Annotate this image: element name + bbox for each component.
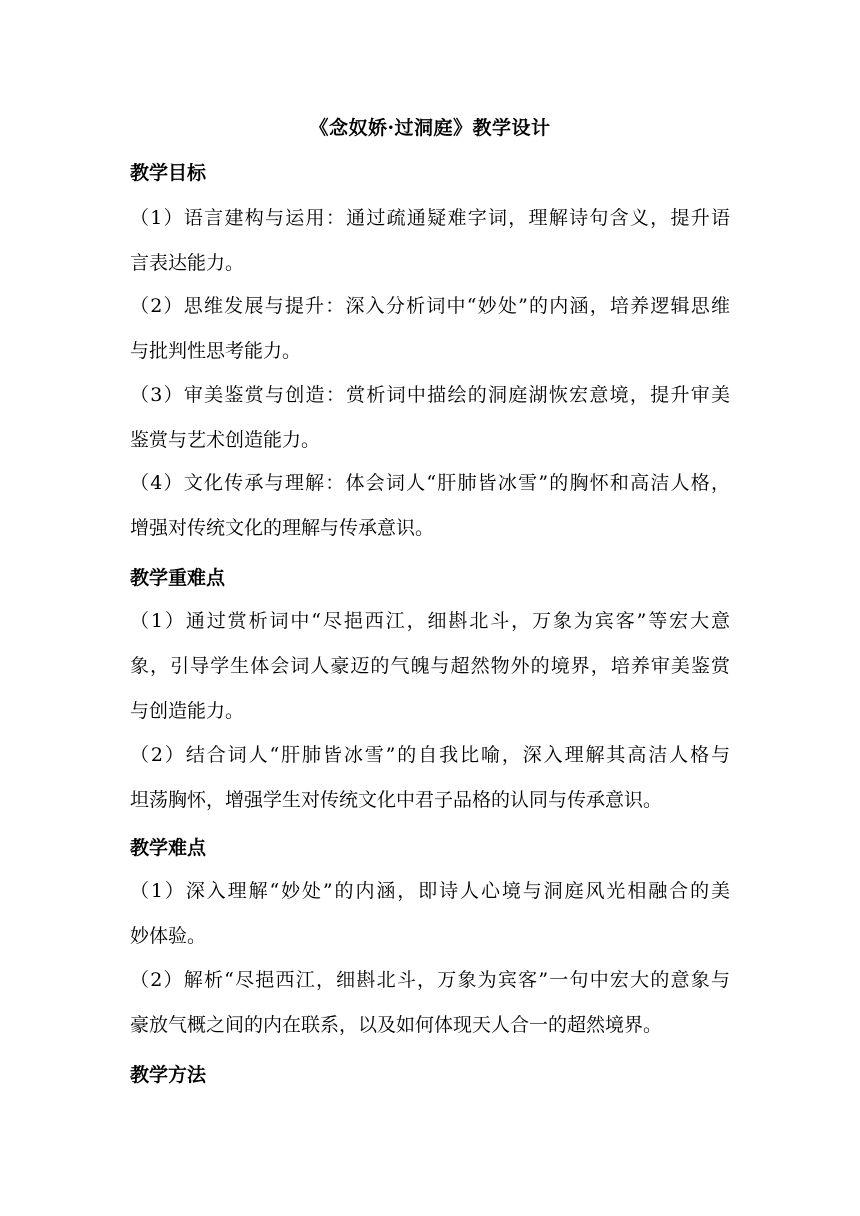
key-point-item-1 (130, 599, 730, 734)
document-title: 《念奴娇·过洞庭》教学设计 (309, 117, 551, 139)
key-point-item-2-line-2: 坦荡胸怀，增强学生对传统文化中君子品格的认同与传承意识。 (130, 789, 663, 811)
objective-item-3-line-2: 鉴赏与艺术创造能力。 (130, 429, 321, 451)
objective-item-4 (130, 461, 730, 551)
key-point-item-1-line-3: 与创造能力。 (130, 700, 245, 722)
objective-item-4-line-1: （4）文化传承与理解：体会词人“肝肺皆冰雪”的胸怀和高洁人格， (130, 472, 730, 494)
objective-item-2-line-2: 与批判性思考能力。 (130, 340, 302, 362)
objective-item-4-line-2: 增强对传统文化的理解与传承意识。 (130, 517, 435, 539)
section-heading-difficulties: 教学难点 (130, 837, 207, 859)
difficulty-item-1-line-2: 妙体验。 (130, 925, 207, 947)
section-heading-objectives: 教学目标 (130, 162, 207, 184)
key-point-item-1-line-2: 象，引导学生体会词人豪迈的气魄与超然物外的境界，培养审美鉴赏 (130, 655, 730, 677)
key-point-item-2 (130, 733, 730, 823)
section-heading-key-points: 教学重难点 (130, 567, 226, 589)
difficulty-item-2-line-2: 豪放气概之间的内在联系，以及如何体现天人合一的超然境界。 (130, 1014, 663, 1036)
difficulty-item-2-line-1: （2）解析“尽挹西江，细斟北斗，万象为宾客”一句中宏大的意象与 (130, 969, 730, 991)
objective-item-1-line-2: 言表达能力。 (130, 252, 245, 274)
objective-item-1 (130, 196, 730, 286)
difficulty-item-2 (130, 958, 730, 1048)
key-point-item-1-line-1: （1）通过赏析词中“尽挹西江，细斟北斗，万象为宾客”等宏大意 (130, 610, 730, 632)
objective-item-2-line-1: （2）思维发展与提升：深入分析词中“妙处”的内涵，培养逻辑思维 (130, 295, 730, 317)
section-heading-methods: 教学方法 (130, 1064, 207, 1086)
objective-item-3-line-1: （3）审美鉴赏与创造：赏析词中描绘的洞庭湖恢宏意境，提升审美 (130, 384, 730, 406)
objective-item-1-line-1: （1）语言建构与运用：通过疏通疑难字词，理解诗句含义，提升语 (130, 207, 730, 229)
difficulty-item-1-line-1: （1）深入理解“妙处”的内涵，即诗人心境与洞庭风光相融合的美 (130, 880, 730, 902)
objective-item-2 (130, 284, 730, 374)
key-point-item-2-line-1: （2）结合词人“肝肺皆冰雪”的自我比喻，深入理解其高洁人格与 (130, 744, 730, 766)
difficulty-item-1 (130, 869, 730, 959)
objective-item-3 (130, 373, 730, 463)
